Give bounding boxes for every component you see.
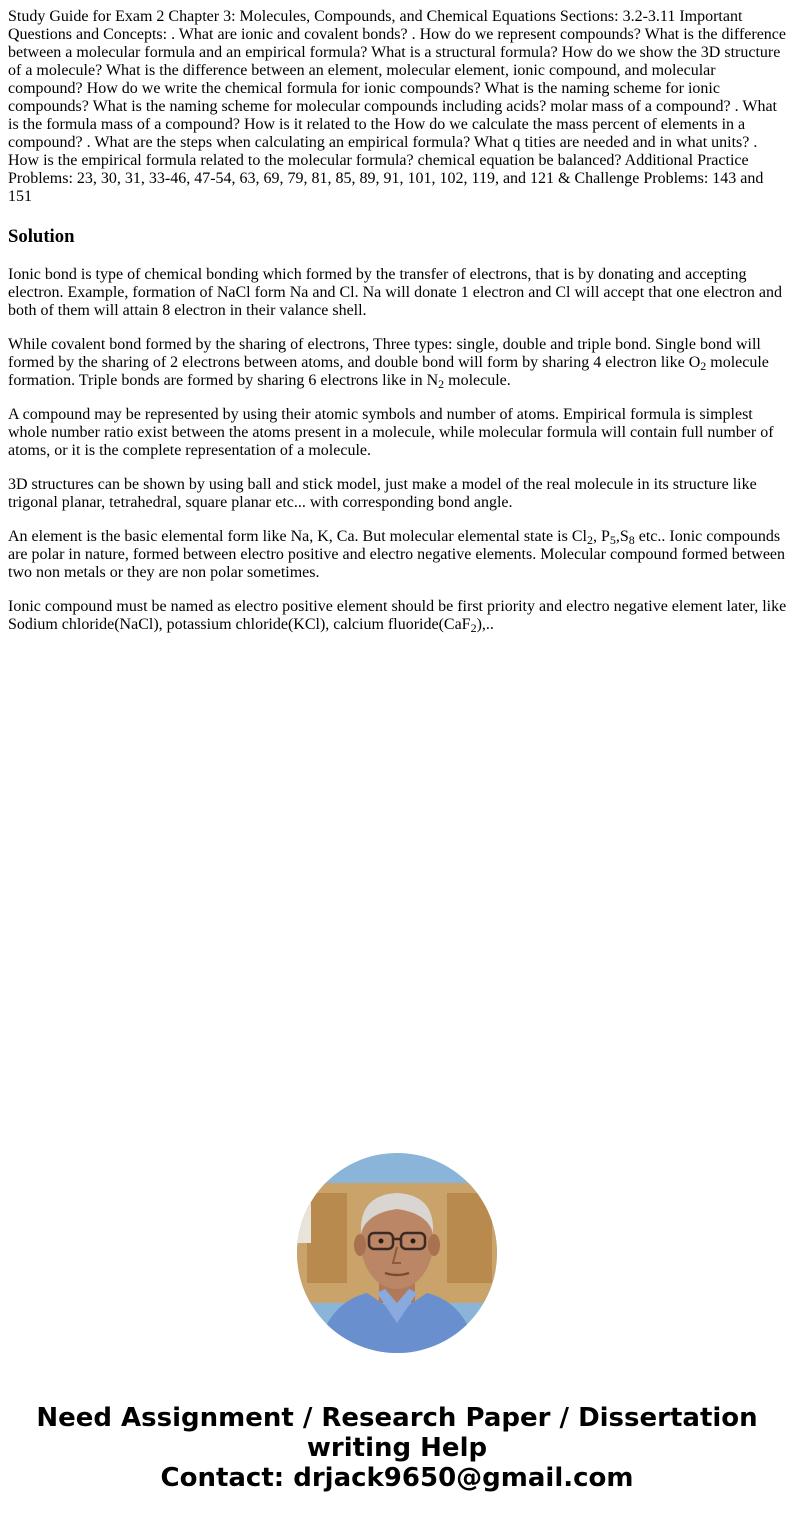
promo-line-1: Need Assignment / Research Paper / Dissertation — [36, 1403, 758, 1433]
solution-paragraph-ionic-bond: Ionic bond is type of chemical bonding which formed by the transfer of electrons, that is by donating and accepting electron. Example, formation of NaCl form Na and Cl. Na will donate 1 electron and Cl will accept that one electron and both of them will attain 8 electron in their valance shell. — [8, 266, 782, 319]
question-text: Study Guide for Exam 2 Chapter 3: Molecules, Compounds, and Chemical Equations Sections: 3.2-3.11 Important Questions and Concepts: . What are ionic and covalent bonds? . How do we represent compounds? What is the difference between a molecular formula and an empirical formula? What is a structural formula? How do we show the 3D structure of a molecule? What is the difference between an element, molecular element, ionic compound, and molecular compound? How do we write the chemical formula for ionic compounds? What is the naming scheme for ionic compounds? What is the naming scheme for molecular compounds including acids? molar mass of a compound? . What is the formula mass of a compound? How is it related to the How do we calculate the mass percent of elements in a compound? . What are the steps when calculating an empirical formula? What q tities are needed and in what units? . How is the empirical formula related to the molecular formula? chemical equation be balanced? Additional Practice Problems: 23, 30, 31, 33-46, 47-54, 63, 69, 79, 81, 85, 89, 91, 101, 102, 119, and 121 & Challenge Problems: 143 and 151 — [8, 8, 786, 205]
solution-paragraph-3d-structure: 3D structures can be shown by using ball and stick model, just make a model of the real molecule in its structure like trigonal planar, tetrahedral, square planar etc... with corresponding bond angle. — [8, 476, 757, 511]
promo-line-2: writing Help — [306, 1433, 488, 1463]
document-body — [8, 8, 788, 650]
solution-heading: Solution — [8, 226, 75, 247]
promo-banner — [0, 1403, 794, 1493]
solution-paragraph-covalent-bond: While covalent bond formed by the sharing of electrons, Three types: single, double and triple bond. Single bond will formed by the sharing of 2 electrons between atoms, and double bond will form by sharing 4 electron like $O_2$ molecule formation. Triple bonds are formed by sharing 6 electrons like in $N_2$ molecule. — [8, 336, 769, 391]
author-avatar — [297, 1153, 497, 1353]
solution-paragraph-formulas: A compound may be represented by using their atomic symbols and number of atoms. Empirical formula is simplest whole number ratio exist between the atoms present in a molecule, while molecular formula will contain full number of atoms, or it is the complete representation of a molecule. — [8, 406, 774, 459]
promo-contact: Contact: drjack9650@gmail.com — [160, 1463, 634, 1493]
solution-paragraph-naming: Ionic compound must be named as electro positive element should be first priority and electro negative element later, like Sodium chloride(NaCl), potassium chloride(KCl), calcium fluoride(CaF$_2$),.. — [8, 598, 787, 635]
solution-paragraph-elements: An element is the basic elemental form like Na, K, Ca. But molecular elemental state is $Cl_2$, $P_5,S_8$ etc.. Ionic compounds are polar in nature, formed between electro positive and electro negative elements. Molecular compound formed between two non metals or they are non polar sometimes. — [8, 528, 786, 581]
